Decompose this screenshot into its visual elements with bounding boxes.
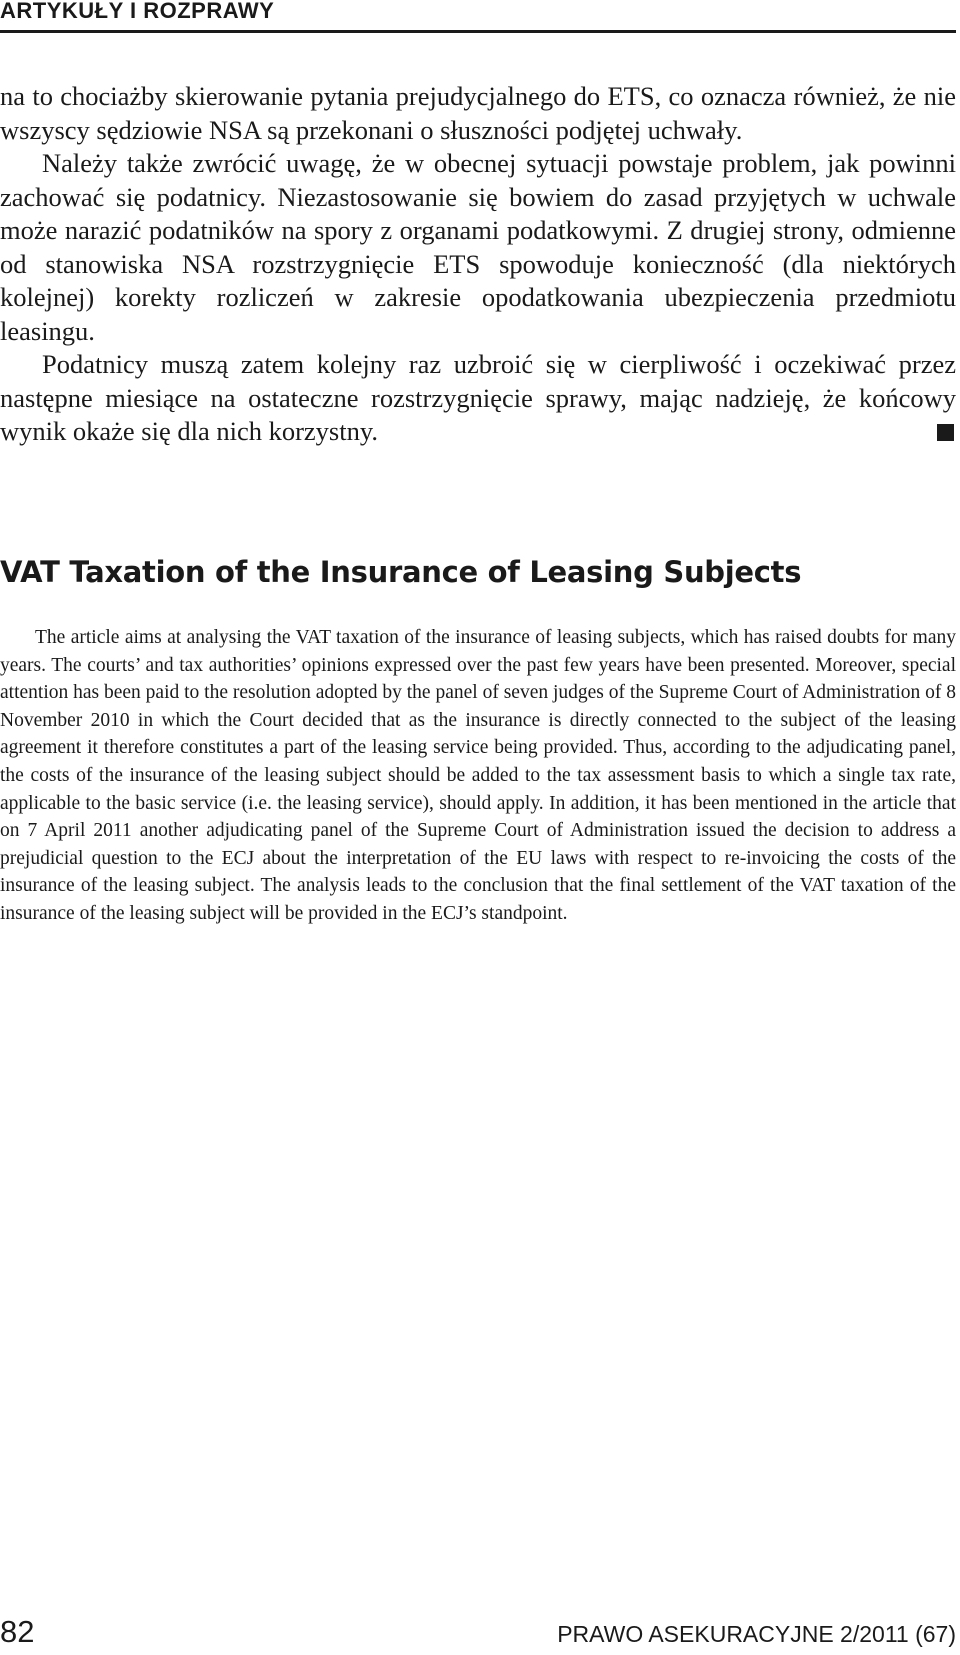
paragraph-text: Podatnicy muszą zatem kolejny raz uzbroić się w cierpliwość i oczekiwać przez następne miesiące na ostateczne rozstrzygnięcie sprawy, mając nadzieję, że końcowy wynik okaże się dla nich korzystny. [0, 349, 956, 446]
english-summary-title: VAT Taxation of the Insurance of Leasing Subjects [0, 555, 802, 589]
end-of-article-icon [937, 424, 954, 441]
polish-article-text [0, 80, 956, 449]
paragraph: na to chociażby skierowanie pytania prejudycjalnego do ETS, co oznacza również, że nie wszyscy sędziowie NSA są przekonani o słuszności podjętej uchwały. [0, 81, 956, 145]
page-number: 82 [0, 1614, 35, 1649]
page-header [0, 0, 956, 34]
journal-name: PRAWO ASEKURACYJNE 2/2011 (67) [557, 1621, 956, 1647]
header-rule [0, 30, 956, 33]
section-title: ARTYKUŁY I ROZPRAWY [0, 0, 275, 23]
paragraph: Należy także zwrócić uwagę, że w obecnej sytuacji powstaje problem, jak powinni zachować się podatnicy. Niezastosowanie się bowiem do zasad przyjętych w uchwale może narazić podatników na spory z organami podatkowymi. Z drugiej strony, odmienne od stanowiska NSA rozstrzygnięcie ETS spowoduje konieczność (dla niektórych kolejnej) korekty rozliczeń w zakresie opodatkowania ubezpieczenia przedmiotu leasingu. [0, 148, 956, 346]
english-abstract: The article aims at analysing the VAT taxation of the insurance of leasing subjects, which has raised doubts for many years. The courts’ and tax authorities’ opinions expressed over the past few years have been presented. Moreover, special attention has been paid to the resolution adopted by the panel of seven judges of the Supreme Court of Administration of 8 November 2010 in which the Court decided that as the insurance is directly connected to the subject of the leasing agreement it therefore constitutes a part of the leasing service being provided. Thus, according to the adjudicating panel, the costs of the insurance of the leasing subject should be added to the tax assessment basis to which a single tax rate, applicable to the basic service (i.e. the leasing service), should apply. In addition, it has been mentioned in the article that on 7 April 2011 another adjudicating panel of the Supreme Court of Administration issued the decision to address a prejudicial question to the ECJ about the interpretation of the EU laws with respect to re-invoicing the costs of the insurance of the leasing subject. The analysis leads to the conclusion that the final settlement of the VAT taxation of the insurance of the leasing subject will be provided in the ECJ’s standpoint. [0, 627, 956, 924]
paragraph-final [0, 348, 956, 449]
